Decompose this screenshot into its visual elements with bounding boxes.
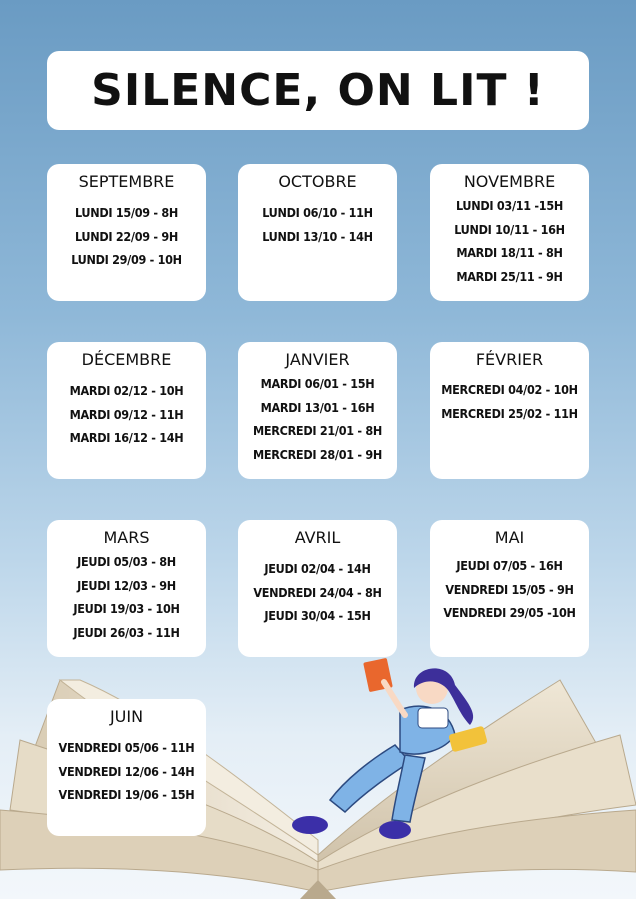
session-line: VENDREDI 19/06 - 15H bbox=[58, 787, 195, 802]
month-card-septembre bbox=[47, 164, 206, 301]
month-title: DÉCEMBRE bbox=[81, 350, 172, 369]
session-line: LUNDI 22/09 - 9H bbox=[74, 228, 179, 244]
session-line: VENDREDI 12/06 - 14H bbox=[58, 763, 195, 779]
session-line: JEUDI 05/03 - 8H bbox=[77, 554, 176, 569]
session-line: LUNDI 15/09 - 8H bbox=[74, 205, 179, 220]
session-line: MARDI 13/01 - 16H bbox=[260, 399, 375, 415]
session-line: VENDREDI 29/05 -10H bbox=[443, 605, 576, 620]
month-card-fevrier bbox=[430, 342, 589, 479]
page-title: SILENCE, ON LIT ! bbox=[91, 65, 545, 116]
session-line: VENDREDI 24/04 - 8H bbox=[253, 584, 382, 600]
session-line: JEUDI 26/03 - 11H bbox=[73, 624, 180, 640]
month-title: JUIN bbox=[109, 707, 144, 726]
session-line: LUNDI 03/11 -15H bbox=[456, 198, 563, 213]
month-card-janvier bbox=[238, 342, 397, 479]
month-card-decembre bbox=[47, 342, 206, 479]
month-card-mai bbox=[430, 520, 589, 657]
session-line: MARDI 16/12 - 14H bbox=[69, 430, 184, 445]
month-title: MAI bbox=[494, 528, 525, 547]
month-card-avril bbox=[238, 520, 397, 657]
session-line: VENDREDI 05/06 - 11H bbox=[58, 740, 195, 755]
month-card-novembre bbox=[430, 164, 589, 301]
session-line: LUNDI 13/10 - 14H bbox=[262, 228, 373, 244]
session-line: LUNDI 10/11 - 16H bbox=[454, 221, 565, 237]
month-title: SEPTEMBRE bbox=[78, 172, 175, 191]
session-line: MERCREDI 25/02 - 11H bbox=[441, 405, 578, 421]
session-line: LUNDI 06/10 - 11H bbox=[262, 205, 373, 220]
session-line: MERCREDI 28/01 - 9H bbox=[252, 446, 382, 462]
session-line: MARDI 09/12 - 11H bbox=[69, 406, 184, 422]
session-line: MARDI 02/12 - 10H bbox=[69, 383, 184, 398]
session-line: JEUDI 12/03 - 9H bbox=[77, 577, 176, 593]
session-line: MERCREDI 21/01 - 8H bbox=[252, 423, 382, 438]
month-card-juin bbox=[47, 699, 206, 836]
month-title: JANVIER bbox=[285, 350, 350, 369]
session-line: MARDI 18/11 - 8H bbox=[456, 245, 563, 260]
month-title: OCTOBRE bbox=[278, 172, 357, 191]
month-card-octobre bbox=[238, 164, 397, 301]
session-line: JEUDI 19/03 - 10H bbox=[73, 601, 180, 616]
session-line: VENDREDI 15/05 - 9H bbox=[445, 581, 574, 597]
month-card-mars bbox=[47, 520, 206, 657]
session-line: JEUDI 30/04 - 15H bbox=[264, 608, 371, 623]
session-line: LUNDI 29/09 - 10H bbox=[71, 252, 182, 267]
session-line: JEUDI 02/04 - 14H bbox=[264, 561, 371, 576]
month-title: MARS bbox=[103, 528, 150, 547]
month-title: AVRIL bbox=[294, 528, 341, 547]
session-line: MERCREDI 04/02 - 10H bbox=[441, 382, 578, 397]
session-line: JEUDI 07/05 - 16H bbox=[456, 558, 563, 573]
title-banner bbox=[47, 51, 589, 130]
session-line: MARDI 06/01 - 15H bbox=[260, 376, 375, 391]
session-line: MARDI 25/11 - 9H bbox=[456, 268, 563, 284]
month-title: FÉVRIER bbox=[475, 350, 544, 369]
month-title: NOVEMBRE bbox=[463, 172, 556, 191]
